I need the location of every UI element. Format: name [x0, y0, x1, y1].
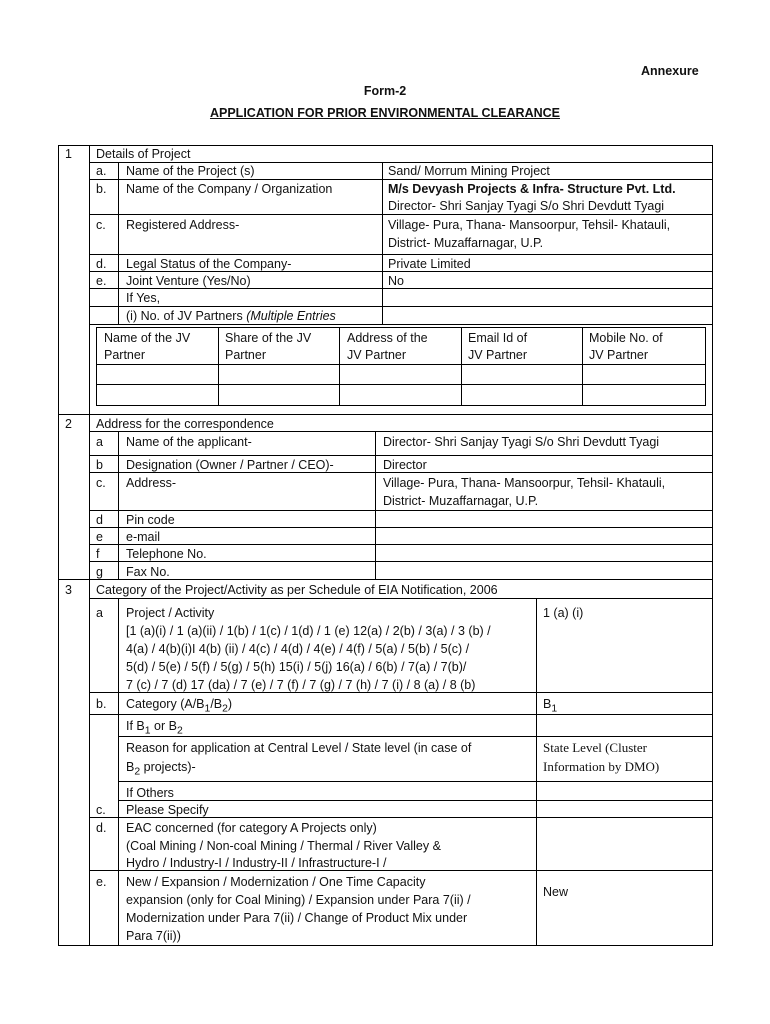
category-sub-1: 1 [204, 703, 211, 715]
registered-address-value-2: District- Muzaffarnagar, U.P. [388, 236, 544, 250]
company-director-value: Director- Shri Sanjay Tyagi S/o Shri Devdutt Tyagi [388, 199, 665, 213]
jv-count-note: (Multiple Entries [246, 309, 336, 323]
jv-row-line [96, 364, 706, 365]
outer-left-border [58, 145, 59, 946]
s2-row-line [89, 455, 713, 456]
project-type-line: expansion (only for Coal Mining) / Expansion under Para 7(ii) / [126, 893, 471, 907]
reason-value-2: Information by DMO) [543, 759, 660, 774]
row-mark: b. [96, 182, 107, 196]
correspondence-address-label: Address- [126, 476, 177, 490]
if-text-2: or B [150, 719, 177, 733]
designation-value: Director [383, 458, 427, 472]
jv-col-line [218, 327, 219, 406]
applicant-name-value: Director- Shri Sanjay Tyagi S/o Shri Devdutt Tyagi [383, 435, 660, 449]
table-bottom-border [58, 945, 713, 946]
jv-header-mobile: Mobile No. of [589, 331, 663, 345]
jv-col-line [582, 327, 583, 406]
correspondence-address-value-2: District- Muzaffarnagar, U.P. [383, 494, 539, 508]
s3-row-line [118, 800, 713, 801]
telephone-label: Telephone No. [126, 547, 207, 561]
please-specify-label: Please Specify [126, 803, 209, 817]
jv-header-address: Address of the [347, 331, 428, 345]
reason-value: State Level (Cluster [543, 740, 647, 755]
row-mark: c. [96, 218, 106, 232]
jv-table-top [96, 327, 706, 328]
project-type-line: Para 7(ii)) [126, 929, 181, 943]
jv-header-name-2: Partner [104, 348, 145, 362]
jv-col-line [339, 327, 340, 406]
category-text-2: /B [210, 697, 223, 711]
reason-label-2 [126, 759, 196, 781]
if-b1-b2-label [126, 718, 183, 740]
joint-venture-value: No [388, 274, 404, 288]
project-name-value: Sand/ Morrum Mining Project [388, 164, 550, 178]
section-heading: Category of the Project/Activity as per Schedule of EIA Notification, 2006 [96, 583, 498, 597]
if-text-1: If B [126, 719, 145, 733]
reason-sub: 2 [134, 766, 141, 778]
s1-row-line [89, 214, 713, 215]
row-mark: e. [96, 274, 107, 288]
jv-col-line [461, 327, 462, 406]
s3-row-line [89, 598, 713, 599]
correspondence-address-value: Village- Pura, Thana- Mansoorpur, Tehsil- Khatauli, [383, 476, 666, 490]
s2-row-line [89, 510, 713, 511]
company-name-value: M/s Devyash Projects & Infra- Structure Pvt. Ltd. [388, 182, 676, 196]
s3-row-line [118, 781, 713, 782]
jv-header-share: Share of the JV [225, 331, 312, 345]
company-name-label: Name of the Company / Organization [126, 182, 333, 196]
s1-row-line [89, 179, 713, 180]
pin-code-label: Pin code [126, 513, 175, 527]
s2-top-border [58, 414, 713, 415]
row-mark: c. [96, 476, 106, 490]
section-heading: Address for the correspondence [96, 417, 274, 431]
legal-status-label: Legal Status of the Company- [126, 257, 292, 271]
category-value-sub: 1 [551, 703, 558, 715]
annexure-label: Annexure [641, 64, 699, 78]
category-sub-2: 2 [222, 703, 228, 715]
row-mark: e. [96, 875, 107, 889]
row-mark: a [96, 435, 103, 449]
registered-address-value: Village- Pura, Thana- Mansoorpur, Tehsil- Khatauli, [388, 218, 671, 232]
fax-label: Fax No. [126, 565, 170, 579]
applicant-name-label: Name of the applicant- [126, 435, 252, 449]
row-mark: a [96, 606, 103, 620]
section-number: 1 [65, 147, 72, 161]
row-mark: a. [96, 164, 107, 178]
s3-value-column [536, 598, 537, 946]
if-sub-2: 2 [176, 725, 183, 737]
project-type-line: Modernization under Para 7(ii) / Change of Product Mix under [126, 911, 468, 925]
category-text-3: ) [227, 697, 233, 711]
jv-header-name: Name of the JV [104, 331, 191, 345]
if-sub-1: 1 [144, 725, 151, 737]
project-type-value: New [543, 885, 569, 899]
registered-address-label: Registered Address- [126, 218, 240, 232]
s1-row-line [89, 306, 713, 307]
jv-count-label [126, 308, 336, 324]
row-mark: b [96, 458, 103, 472]
activity-list-line: 5(d) / 5(e) / 5(f) / 5(g) / 5(h) 15(i) / 5(j) 16(a) / 6(b) / 7(a) / 7(b)/ [126, 660, 467, 674]
reason-label: Reason for application at Central Level / State level (in case of [126, 741, 472, 755]
if-yes-label: If Yes, [126, 291, 161, 305]
project-activity-value: 1 (a) (i) [543, 606, 584, 620]
designation-label: Designation (Owner / Partner / CEO)- [126, 458, 334, 472]
s1-row-line [89, 254, 713, 255]
project-type-line: New / Expansion / Modernization / One Time Capacity [126, 875, 426, 889]
s1-value-column [382, 162, 383, 324]
jv-col-line [96, 327, 97, 406]
category-label [126, 696, 232, 718]
form-title [0, 105, 770, 121]
row-mark: c. [96, 803, 106, 817]
jv-header-email: Email Id of [468, 331, 528, 345]
form-number: Form-2 [363, 84, 407, 98]
jv-header-share-2: Partner [225, 348, 266, 362]
s3-row-line [118, 736, 713, 737]
joint-venture-label: Joint Venture (Yes/No) [126, 274, 251, 288]
jv-count-text: (i) No. of JV Partners [126, 309, 243, 323]
category-value-text: B [543, 697, 552, 711]
s2-row-line [89, 527, 713, 528]
reason-text-2: projects)- [140, 760, 196, 774]
project-activity-label: Project / Activity [126, 606, 215, 620]
eac-options-line: Hydro / Industry-I / Industry-II / Infrastructure-I / [126, 856, 387, 870]
jv-header-email-2: JV Partner [468, 348, 528, 362]
row-mark: d [96, 513, 103, 527]
row-mark: g [96, 565, 103, 579]
form-title-text: APPLICATION FOR PRIOR ENVIRONMENTAL CLEARANCE [209, 106, 560, 120]
jv-header-address-2: JV Partner [347, 348, 407, 362]
s3-mark-column [118, 598, 119, 946]
jv-header-mobile-2: JV Partner [589, 348, 649, 362]
s2-value-column [375, 431, 376, 579]
eac-label: EAC concerned (for category A Projects only) [126, 821, 377, 835]
row-mark: d. [96, 821, 107, 835]
category-value [543, 696, 557, 718]
category-text-1: Category (A/B [126, 697, 205, 711]
s2-mark-column [118, 431, 119, 579]
section-heading: Details of Project [96, 147, 191, 161]
eac-options-line: (Coal Mining / Non-coal Mining / Thermal / River Valley & [126, 839, 441, 853]
jv-row-line [96, 405, 706, 406]
row-mark: b. [96, 697, 107, 711]
outer-right-border [712, 145, 713, 946]
number-column-border [89, 145, 90, 946]
activity-list-line: 7 (c) / 7 (d) 17 (da) / 7 (e) / 7 (f) / 7 (g) / 7 (h) / 7 (i) / 8 (a) / 8 (b) [126, 678, 476, 692]
activity-list-line: 4(a) / 4(b)(i)I 4(b) (ii) / 4(c) / 4(d) / 4(e) / 4(f) / 5(a) / 5(b) / 5(c) / [126, 642, 470, 656]
email-label: e-mail [126, 530, 161, 544]
section-number: 2 [65, 417, 72, 431]
activity-list-line: [1 (a)(i) / 1 (a)(ii) / 1(b) / 1(c) / 1(d) / 1 (e) 12(a) / 2(b) / 3(a) / 3 (b) / [126, 624, 491, 638]
section-number: 3 [65, 583, 72, 597]
row-mark: f [96, 547, 100, 561]
reason-text-1: B [126, 760, 135, 774]
row-mark: e [96, 530, 103, 544]
jv-col-line [705, 327, 706, 406]
s1-row-line [89, 324, 713, 325]
project-name-label: Name of the Project (s) [126, 164, 255, 178]
jv-row-line [96, 384, 706, 385]
s1-mark-column [118, 162, 119, 324]
if-others-label: If Others [126, 786, 174, 800]
row-mark: d. [96, 257, 107, 271]
s2-row-line [89, 544, 713, 545]
legal-status-value: Private Limited [388, 257, 471, 271]
